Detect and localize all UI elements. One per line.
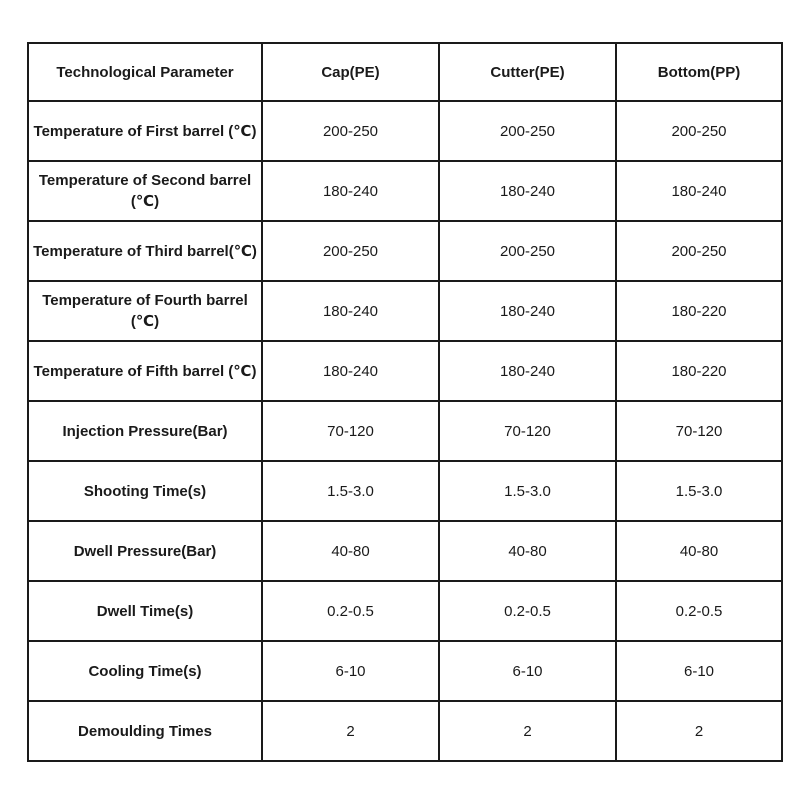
table-row: [28, 281, 782, 341]
row-label: Temperature of First barrel (℃): [28, 101, 262, 161]
row-label: Shooting Time(s): [28, 461, 262, 521]
bottom-value: 2: [616, 701, 782, 761]
bottom-value: 1.5-3.0: [616, 461, 782, 521]
table-row: [28, 641, 782, 701]
row-label: Demoulding Times: [28, 701, 262, 761]
bottom-value: 6-10: [616, 641, 782, 701]
row-label: Dwell Time(s): [28, 581, 262, 641]
cap-value: 0.2-0.5: [262, 581, 439, 641]
table-row: [28, 701, 782, 761]
table-row: [28, 161, 782, 221]
cap-value: 6-10: [262, 641, 439, 701]
bottom-value: 0.2-0.5: [616, 581, 782, 641]
row-label: Cooling Time(s): [28, 641, 262, 701]
cutter-value: 180-240: [439, 281, 616, 341]
header-cap-pe: Cap(PE): [262, 43, 439, 101]
table-row: [28, 341, 782, 401]
bottom-value: 200-250: [616, 221, 782, 281]
table-header-row: [28, 43, 782, 101]
bottom-value: 40-80: [616, 521, 782, 581]
row-label: Temperature of Fifth barrel (℃): [28, 341, 262, 401]
table-row: [28, 581, 782, 641]
cutter-value: 70-120: [439, 401, 616, 461]
cap-value: 200-250: [262, 221, 439, 281]
row-label: Temperature of Fourth barrel (℃): [28, 281, 262, 341]
header-bottom-pp: Bottom(PP): [616, 43, 782, 101]
bottom-value: 200-250: [616, 101, 782, 161]
bottom-value: 180-220: [616, 341, 782, 401]
cutter-value: 200-250: [439, 221, 616, 281]
cutter-value: 2: [439, 701, 616, 761]
bottom-value: 180-220: [616, 281, 782, 341]
table-row: [28, 521, 782, 581]
cap-value: 200-250: [262, 101, 439, 161]
cutter-value: 1.5-3.0: [439, 461, 616, 521]
cutter-value: 180-240: [439, 341, 616, 401]
cap-value: 180-240: [262, 341, 439, 401]
row-label: Temperature of Second barrel (℃): [28, 161, 262, 221]
parameter-table: [27, 42, 783, 762]
cap-value: 180-240: [262, 281, 439, 341]
cutter-value: 0.2-0.5: [439, 581, 616, 641]
cap-value: 70-120: [262, 401, 439, 461]
bottom-value: 180-240: [616, 161, 782, 221]
cap-value: 180-240: [262, 161, 439, 221]
table-row: [28, 401, 782, 461]
row-label: Injection Pressure(Bar): [28, 401, 262, 461]
header-cutter-pe: Cutter(PE): [439, 43, 616, 101]
cap-value: 40-80: [262, 521, 439, 581]
cutter-value: 200-250: [439, 101, 616, 161]
cap-value: 1.5-3.0: [262, 461, 439, 521]
cutter-value: 6-10: [439, 641, 616, 701]
table-row: [28, 101, 782, 161]
bottom-value: 70-120: [616, 401, 782, 461]
table-row: [28, 221, 782, 281]
cap-value: 2: [262, 701, 439, 761]
row-label: Temperature of Third barrel(℃): [28, 221, 262, 281]
header-technological-parameter: Technological Parameter: [28, 43, 262, 101]
row-label: Dwell Pressure(Bar): [28, 521, 262, 581]
cutter-value: 180-240: [439, 161, 616, 221]
cutter-value: 40-80: [439, 521, 616, 581]
table-row: [28, 461, 782, 521]
